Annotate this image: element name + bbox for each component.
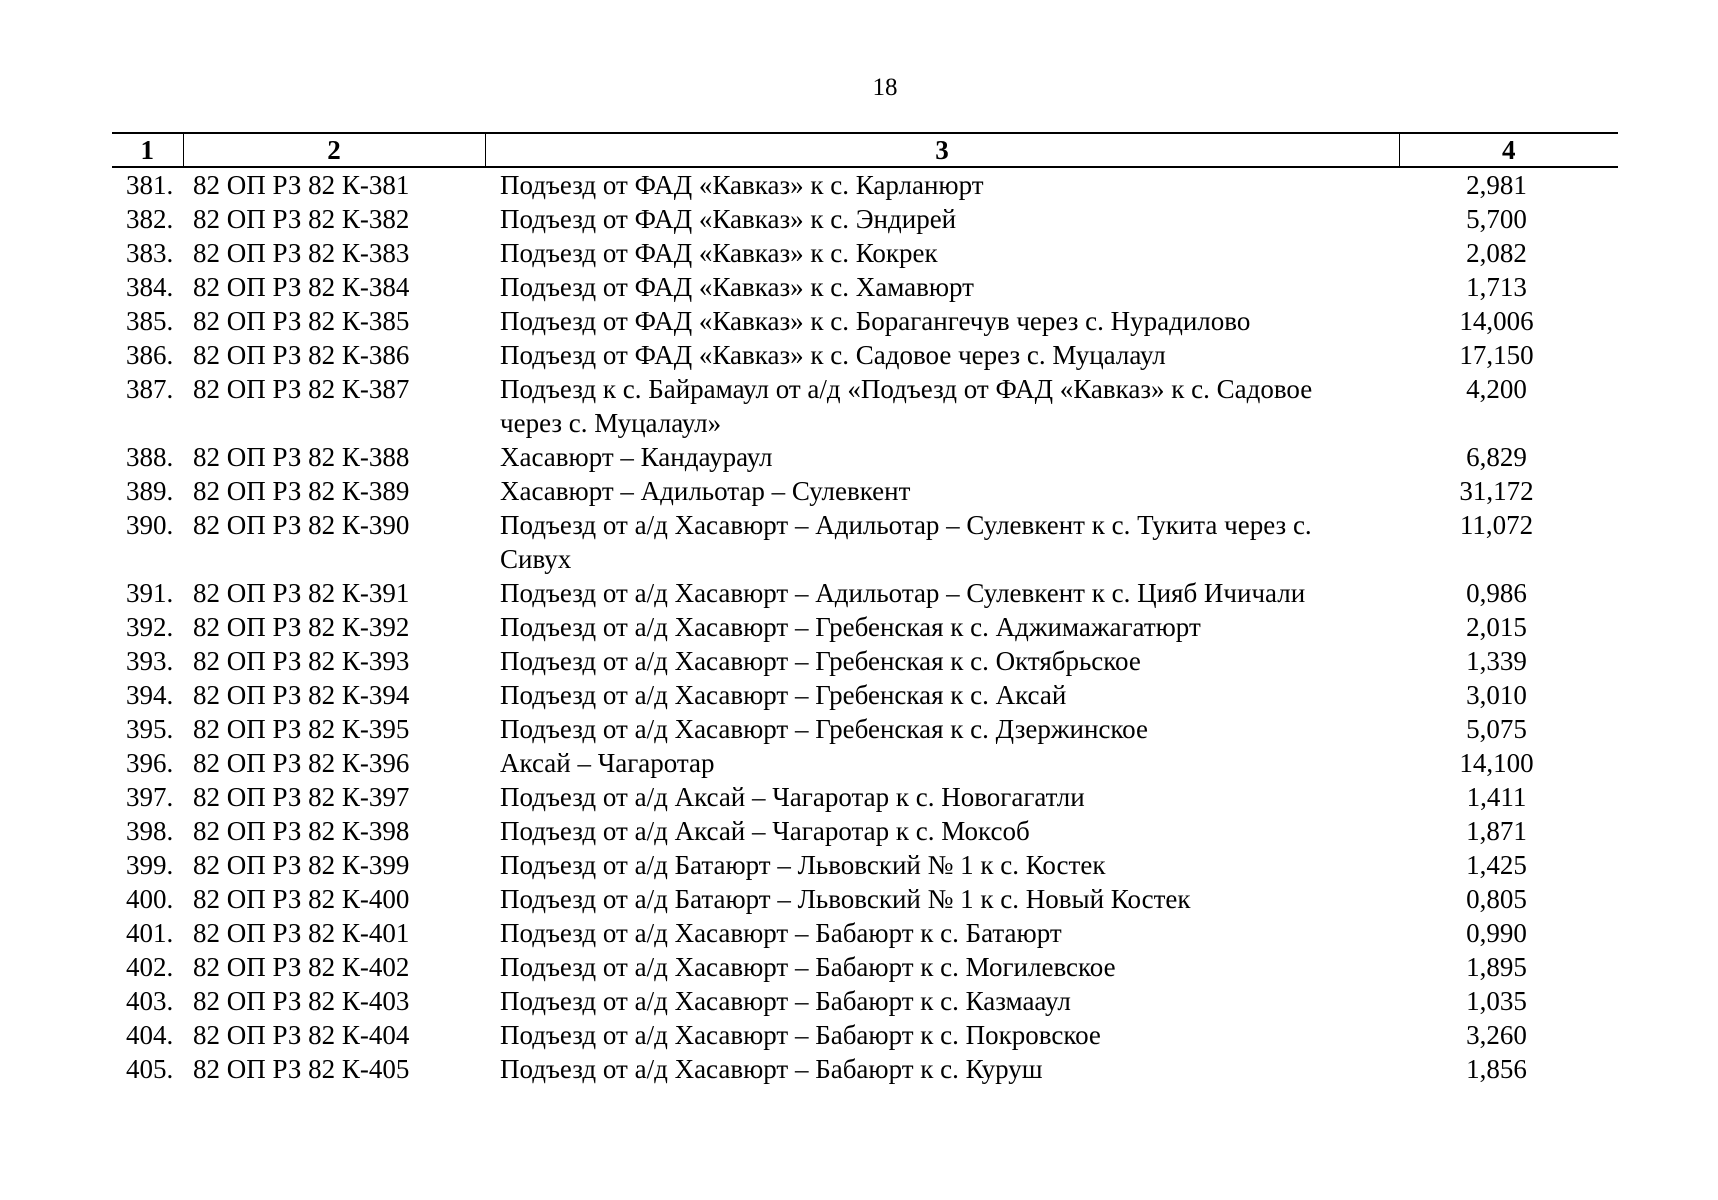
road-length: 5,075 [1466,714,1527,744]
table-row [112,1018,1618,1052]
row-number: 392. [126,612,174,642]
row-number: 386. [126,340,174,370]
table-row [112,950,1618,984]
table-row [112,202,1618,236]
road-name: Подъезд от ФАД «Кавказ» к с. Борагангечув через с. Нурадилово [500,306,1251,336]
road-id-code: 82 ОП РЗ 82 К-392 [193,612,410,642]
row-number: 390. [126,510,174,540]
road-name: Подъезд от а/д Хасавюрт – Гребенская к с. Аксай [500,680,1067,710]
table-row [112,474,1618,508]
road-id-code: 82 ОП РЗ 82 К-399 [193,850,410,880]
road-id-code: 82 ОП РЗ 82 К-383 [193,238,410,268]
road-id-code: 82 ОП РЗ 82 К-384 [193,272,410,302]
road-id-code: 82 ОП РЗ 82 К-386 [193,340,410,370]
road-length: 3,010 [1466,680,1527,710]
road-length: 0,986 [1466,578,1527,608]
row-number: 394. [126,680,174,710]
table-row [112,508,1618,576]
road-name: Подъезд от ФАД «Кавказ» к с. Хамавюрт [500,272,974,302]
road-length: 0,805 [1466,884,1527,914]
road-length: 1,895 [1466,952,1527,982]
road-id-code: 82 ОП РЗ 82 К-381 [193,170,410,200]
row-number: 385. [126,306,174,336]
road-name: Подъезд от ФАД «Кавказ» к с. Эндирей [500,204,957,234]
table-row [112,916,1618,950]
road-length: 14,100 [1459,748,1534,778]
table-row [112,167,1618,202]
row-number: 402. [126,952,174,982]
row-number: 397. [126,782,174,812]
road-name: Подъезд от ФАД «Кавказ» к с. Карланюрт [500,170,984,200]
row-number: 381. [126,170,174,200]
road-name: Подъезд от а/д Хасавюрт – Гребенская к с. Дзержинское [500,714,1148,744]
road-length: 1,035 [1466,986,1527,1016]
road-name: Подъезд от а/д Хасавюрт – Бабаюрт к с. Казмааул [500,986,1071,1016]
road-name: Подъезд от а/д Аксай – Чагаротар к с. Новогагатли [500,782,1085,812]
table-row [112,814,1618,848]
table-row [112,746,1618,780]
row-number: 383. [126,238,174,268]
road-name: Подъезд от а/д Хасавюрт – Бабаюрт к с. Куруш [500,1054,1043,1084]
row-number: 395. [126,714,174,744]
row-number: 404. [126,1020,174,1050]
road-length: 3,260 [1466,1020,1527,1050]
road-name: Хасавюрт – Адильотар – Сулевкент [500,476,911,506]
road-id-code: 82 ОП РЗ 82 К-394 [193,680,410,710]
road-registry-table [112,132,1618,1086]
row-number: 399. [126,850,174,880]
road-id-code: 82 ОП РЗ 82 К-390 [193,510,410,540]
road-id-code: 82 ОП РЗ 82 К-401 [193,918,410,948]
row-number: 401. [126,918,174,948]
road-length: 14,006 [1459,306,1534,336]
road-id-code: 82 ОП РЗ 82 К-388 [193,442,410,472]
table-row [112,644,1618,678]
column-header-name: 3 [485,133,1399,167]
road-length: 11,072 [1459,510,1534,540]
road-id-code: 82 ОП РЗ 82 К-396 [193,748,410,778]
road-length: 6,829 [1466,442,1527,472]
road-id-code: 82 ОП РЗ 82 К-404 [193,1020,410,1050]
road-length: 17,150 [1459,340,1534,370]
table-row [112,610,1618,644]
row-number: 403. [126,986,174,1016]
road-length: 2,082 [1466,238,1527,268]
row-number: 382. [126,204,174,234]
column-header-code: 2 [183,133,485,167]
road-id-code: 82 ОП РЗ 82 К-402 [193,952,410,982]
row-number: 389. [126,476,174,506]
road-name: Аксай – Чагаротар [500,748,715,778]
road-id-code: 82 ОП РЗ 82 К-398 [193,816,410,846]
table-row [112,780,1618,814]
road-name: Подъезд от ФАД «Кавказ» к с. Кокрек [500,238,938,268]
road-name: Подъезд от а/д Хасавюрт – Бабаюрт к с. Могилевское [500,952,1116,982]
row-number: 384. [126,272,174,302]
road-id-code: 82 ОП РЗ 82 К-393 [193,646,410,676]
road-length: 1,871 [1466,816,1527,846]
table-row [112,270,1618,304]
road-length: 1,411 [1466,782,1527,812]
table-row [112,984,1618,1018]
table-row [112,236,1618,270]
row-number: 405. [126,1054,174,1084]
row-number: 393. [126,646,174,676]
road-name: Подъезд от а/д Батаюрт – Львовский № 1 к с. Новый Костек [500,884,1191,914]
road-name: Подъезд от а/д Хасавюрт – Адильотар – Сулевкент к с. Цияб Ичичали [500,578,1306,608]
road-name: Подъезд от ФАД «Кавказ» к с. Садовое через с. Муцалаул [500,340,1166,370]
road-id-code: 82 ОП РЗ 82 К-382 [193,204,410,234]
road-id-code: 82 ОП РЗ 82 К-395 [193,714,410,744]
page-number: 18 [872,74,898,101]
row-number: 387. [126,374,174,404]
table-row [112,848,1618,882]
road-id-code: 82 ОП РЗ 82 К-385 [193,306,410,336]
table-header-row [112,133,1618,167]
table-row [112,882,1618,916]
road-name: Подъезд от а/д Хасавюрт – Бабаюрт к с. Покровское [500,1020,1101,1050]
row-number: 396. [126,748,174,778]
road-id-code: 82 ОП РЗ 82 К-389 [193,476,410,506]
road-name: Подъезд к с. Байрамаул от а/д «Подъезд от ФАД «Кавказ» к с. Садовое через с. Муцалаул» [500,374,1313,438]
row-number: 400. [126,884,174,914]
table-row [112,440,1618,474]
road-id-code: 82 ОП РЗ 82 К-397 [193,782,410,812]
table-row [112,576,1618,610]
table-row [112,372,1618,440]
road-length: 1,856 [1466,1054,1527,1084]
column-header-length: 4 [1399,133,1618,167]
table-row [112,712,1618,746]
road-name: Хасавюрт – Кандаураул [500,442,773,472]
road-length: 1,713 [1466,272,1527,302]
road-name: Подъезд от а/д Аксай – Чагаротар к с. Моксоб [500,816,1030,846]
road-name: Подъезд от а/д Хасавюрт – Гребенская к с. Октябрьское [500,646,1141,676]
table-row [112,338,1618,372]
road-length: 4,200 [1466,374,1527,404]
road-length: 1,339 [1466,646,1527,676]
road-length: 2,981 [1466,170,1527,200]
table-row [112,304,1618,338]
road-length: 31,172 [1459,476,1534,506]
table-row [112,678,1618,712]
row-number: 391. [126,578,174,608]
road-id-code: 82 ОП РЗ 82 К-403 [193,986,410,1016]
road-length: 2,015 [1466,612,1527,642]
column-header-number: 1 [112,133,183,167]
road-name: Подъезд от а/д Хасавюрт – Адильотар – Сулевкент к с. Тукита через с. Сивух [500,510,1312,574]
row-number: 398. [126,816,174,846]
road-id-code: 82 ОП РЗ 82 К-400 [193,884,410,914]
table-row [112,1052,1618,1086]
road-id-code: 82 ОП РЗ 82 К-391 [193,578,410,608]
road-id-code: 82 ОП РЗ 82 К-405 [193,1054,410,1084]
road-name: Подъезд от а/д Хасавюрт – Гребенская к с. Аджимажагатюрт [500,612,1201,642]
row-number: 388. [126,442,174,472]
road-length: 1,425 [1466,850,1527,880]
road-length: 0,990 [1466,918,1527,948]
road-name: Подъезд от а/д Хасавюрт – Бабаюрт к с. Батаюрт [500,918,1062,948]
road-name: Подъезд от а/д Батаюрт – Львовский № 1 к с. Костек [500,850,1106,880]
road-length: 5,700 [1466,204,1527,234]
road-id-code: 82 ОП РЗ 82 К-387 [193,374,410,404]
